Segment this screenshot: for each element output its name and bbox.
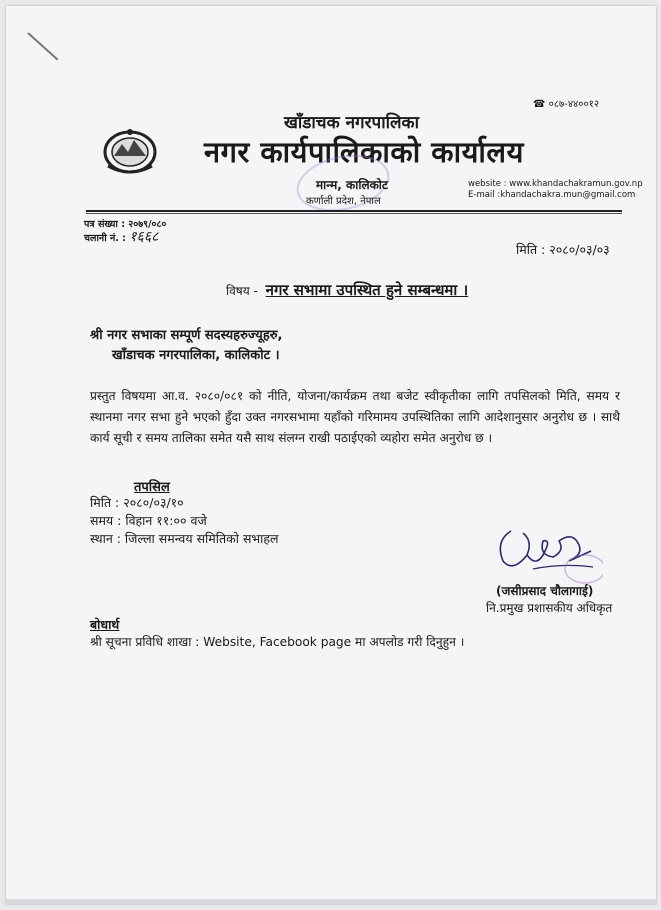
signatory-name: (जसीप्रसाद चौलागाई) (496, 584, 594, 598)
contact-block (468, 179, 643, 201)
schedule-details (90, 494, 279, 548)
letter-body: प्रस्तुत विषयमा आ.व. २०८०/०८१ को नीति, योजना/कार्यक्रम तथा बजेट स्वीकृतीका लागि तपसिलको मिति, समय र स्थानमा नगर सभा हुने भएको हुँदा उक्त नगरसभामा यहाँको गरिमामय उपस्थितिका लागि आदेशानुसार अनुरोध छ । साथै कार्य सूची र समय तालिका समेत यसै साथ संलग्न राखी पठाईएको व्यहोरा समेत अनुरोध छ । (90, 389, 620, 445)
subject-line (226, 280, 468, 300)
scan-edge (6, 899, 656, 904)
recipient-block (90, 326, 282, 366)
chalani-number: १६६८ (129, 229, 159, 245)
address-line-1: मान्म, कालिकोट (316, 178, 388, 192)
website-text: website : www.khandachakramun.gov.np (468, 179, 643, 189)
signatory-title: नि.प्रमुख प्रशासकीय अधिकृत (486, 601, 613, 615)
recipient-line-2: खाँडाचक नगरपालिका, कालिकोट । (112, 348, 280, 363)
cc-line: श्री सूचना प्रविधि शाखा : Website, Facebook page मा अपलोड गरी दिनुहुन । (90, 635, 465, 649)
schedule-heading: तपसिल (134, 480, 170, 495)
signature-icon (493, 511, 603, 586)
chalani-label: चलानी नं. : (84, 233, 126, 244)
scan-mark (27, 32, 58, 60)
schedule-date: मिति : २०८०/०३/१० (90, 495, 184, 510)
email-text: E-mail :khandachakra.mun@gmail.com (468, 190, 636, 200)
reference-block (84, 218, 166, 245)
letter-page (6, 6, 656, 904)
address-line-2: कर्णाली प्रदेश, नेपाल (306, 196, 381, 207)
patra-sankhya: पत्र संख्या : २०७९/०८० (84, 219, 167, 230)
header-rule-thin (86, 213, 622, 214)
nepal-emblem-icon (102, 126, 158, 178)
header-rule (86, 210, 622, 212)
subject-text: नगर सभामा उपस्थित हुने सम्बन्धमा । (265, 281, 469, 299)
phone-number: ☎ ०८७-४४००१२ (533, 99, 600, 110)
recipient-line-1: श्री नगर सभाका सम्पूर्ण सदस्यहरुज्यूहरु, (90, 328, 283, 343)
municipality-name: खाँडाचक नगरपालिका (284, 113, 419, 133)
letter-date: मिति : २०८०/०३/०३ (516, 242, 610, 257)
subject-label: विषय - (226, 284, 258, 298)
cc-heading: बोधार्थ (90, 617, 120, 632)
chalani-line (84, 231, 166, 245)
office-title: नगर कार्यपालिकाको कार्यालय (204, 135, 524, 169)
schedule-place: स्थान : जिल्ला समन्वय समितिको सभाहल (90, 531, 279, 546)
schedule-time: समय : विहान ११:०० वजे (90, 513, 207, 528)
